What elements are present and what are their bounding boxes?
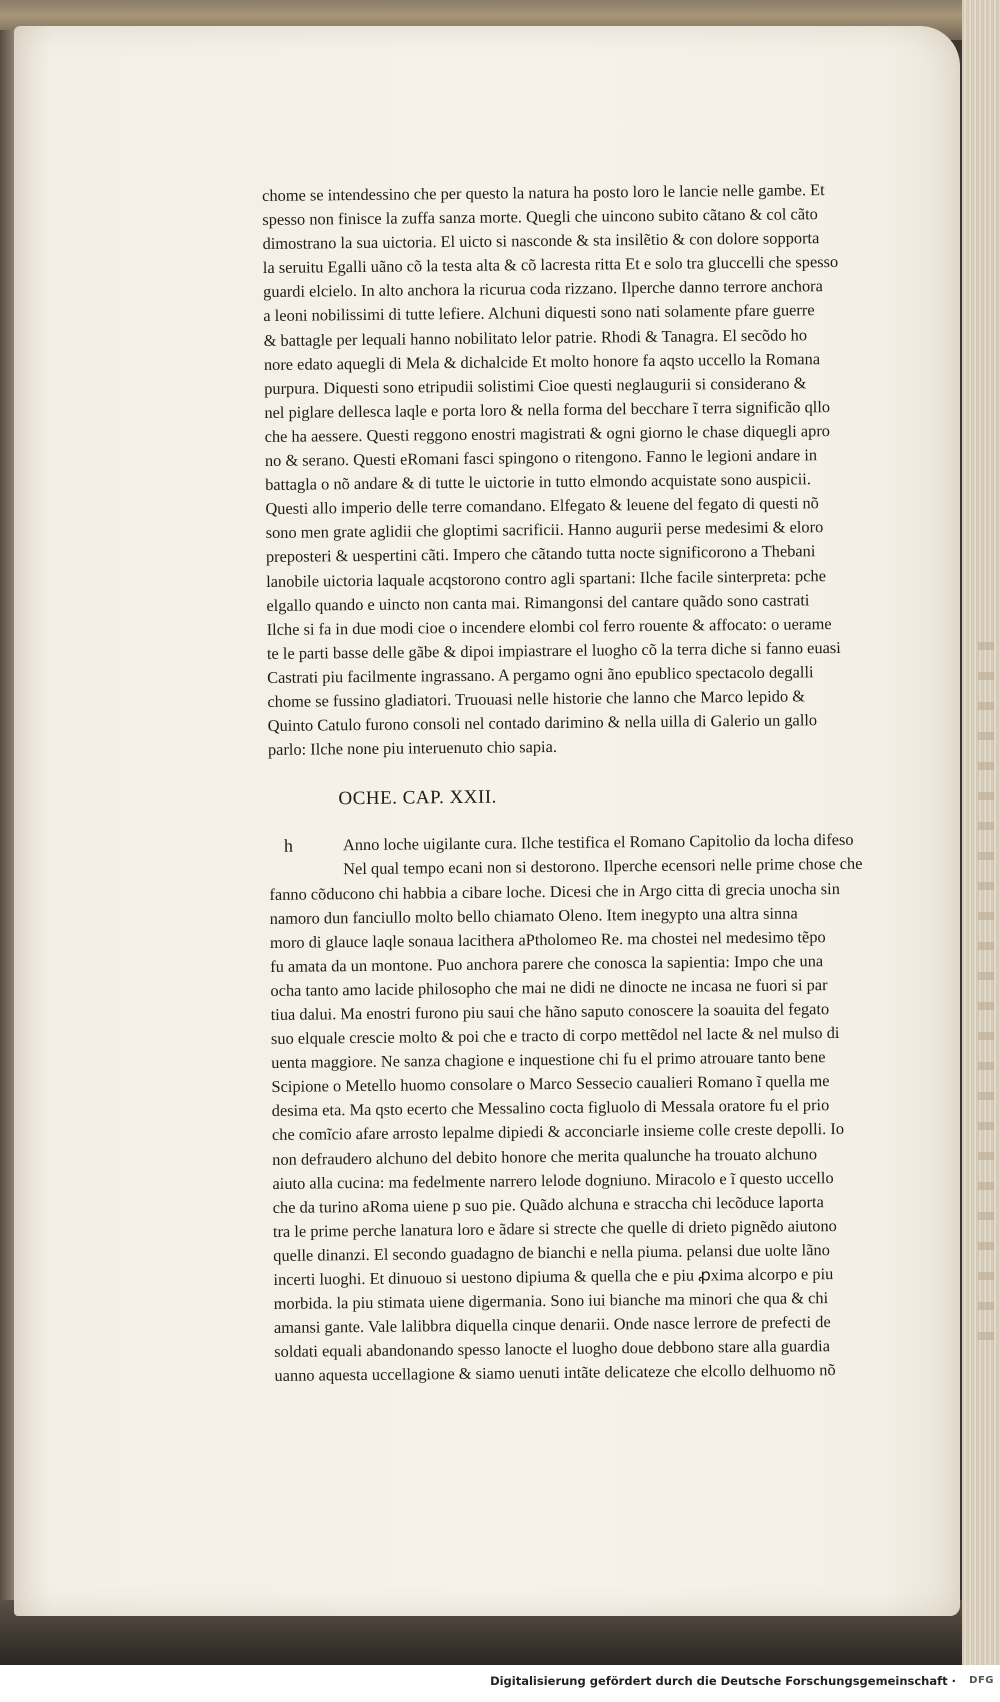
chapter-heading: OCHE. CAP. XXII. — [338, 786, 497, 810]
text-line: Scipione o Metello huomo consolare o Marco Sessecio caualieri Romano ĩ quella me — [271, 1071, 830, 1097]
text-line: dimostrano la sua uictoria. El uicto si nasconde & sta insilẽtio & con dolore sopporta — [262, 228, 820, 254]
text-line: chome se intendessino che per questo la natura ha posto loro le lancie nelle gambe. Et — [262, 180, 825, 205]
text-line: purpura. Diquesti sono etripudii solistimi Cioe questi neglaugurii si considerano & — [264, 373, 807, 398]
text-line: tra le prime perche lanatura loro e ãdare si strecte che quelle di drieto pignẽdo aiutono — [272, 1215, 837, 1241]
text-line: uenta maggiore. Ne sanza chagione e inquestione chi fu el primo atrouare tanto bene — [271, 1047, 826, 1073]
paragraph-2-second-line: Nel qual tempo ecani non si destorono. Ilperche ecensori nelle prime chose che — [343, 854, 863, 879]
text-line: Questi allo imperio delle terre comandano. Elfegato & leuene del fegato di questi nõ — [265, 493, 819, 519]
text-line: che ha aessere. Questi reggono enostri magistrati & ogni giorno le chase diquegli apro — [264, 421, 831, 446]
text-line: ocha tanto amo lacide philosopho che mai ne didi ne dinocte ne incasa ne fuori si par — [270, 975, 828, 1000]
text-line: Ilche si fa in due modi cioe o incendere elombi col ferro rouente & affocato: o uerame — [266, 613, 832, 639]
text-line: fanno cõducono chi habbia a cibare loche. Dicesi che in Argo citta di grecia unocha sin — [269, 878, 840, 904]
dfg-logo: DFG — [969, 1675, 994, 1686]
text-line: morbida. la piu stimata uiene digermania. Sono iui bianche ma minori che qua & chi — [273, 1288, 829, 1314]
text-line: suo elquale crescie molto & poi che e tracto di corpo mettẽdol nel lacte & nel mulso di — [270, 1023, 840, 1049]
text-line: no & serano. Questi eRomani fasci spingono o ritengono. Fanno le legioni andare in — [264, 445, 818, 471]
text-line: che comĩcio afare arrosto lepalme dipiedi & acconciarle insieme colle creste depolli. Io — [271, 1119, 845, 1145]
text-line: che da turino aRoma uiene p suo pie. Quãdo alchuna e stracchа chi lecõduce laporta — [272, 1191, 824, 1217]
text-line: moro di glauce laqle sonaua lacithera aPtholomeo Re. ma chostei nel medesimo tẽpo — [269, 926, 826, 952]
text-line: uanno aquesta uccellagione & siamo uenuti intãte delicateze che elcollo delhuomo nõ — [274, 1360, 836, 1386]
paragraph-2 — [269, 876, 894, 1388]
text-line: incerti luoghi. Et dinuouo si uestono dipiuma & quella che e piu ꝓxima alcorpo e piu — [273, 1264, 834, 1289]
paragraph-2-first-line-text: Anno loche uigilante cura. Ilche testifica el Romano Capitolio da locha difeso — [342, 830, 854, 855]
text-line: spesso non finisce la zuffa sanza morte. Quegli che uincono subito cãtano & col cãto — [262, 204, 818, 230]
text-line: desima eta. Ma qsto ecerto che Messalino cocta figluolo di Messala oratore fu el prio — [271, 1095, 830, 1121]
page-fore-edge — [962, 0, 1000, 1665]
text-line: nel piglare dellesca laqle e porta loro & nella forma del becchare ĩ terra significão qllo — [264, 396, 831, 422]
fore-edge-marks — [978, 620, 994, 1340]
text-line: fu amata da un montone. Puo anchora parere che conosca la sapientia: Impo che una — [270, 950, 824, 976]
footer-bar — [0, 1665, 1000, 1702]
text-line: quelle dinanzi. El secondo guadagno de bianchi e nella piuma. pelansi due uolte lãno — [273, 1240, 830, 1265]
text-line: elgallo quando e uincto non canta mai. Rimangonsi del cantare quãdo sono castrati — [266, 589, 810, 615]
text-line: battagla o nõ andare & di tutte le uictorie in tutto elmondo acquistate sono auspicii. — [265, 469, 811, 495]
text-line: la seruitu Egalli uãno cõ la testa alta & cõ lacresta ritta Et e solo tra gluccelli che spesso — [262, 252, 839, 278]
text-line: Castrati piu facilmente ingrassano. A pergamo ogni ãno epublico spectacolo degalli — [267, 662, 814, 687]
text-line: guardi elcielo. In alto anchora la ricurua coda rizzano. Ilperche danno terrore anchora — [263, 276, 823, 302]
text-block — [262, 178, 895, 1389]
text-line: amansi gante. Vale lalibbra diquella cinque denarii. Onde nasce lerrore de prefecti de — [273, 1312, 831, 1338]
text-line: sono men grate aglidii che gloptimi sacrificii. Hanno augurii perse medesimi & eloro — [265, 517, 824, 543]
text-line: tiua dalui. Ma enostri furono piu saui che hãno saputo conoscere la soauita del fegato — [270, 999, 830, 1024]
text-line: lanobile uictoria laquale acqstorono contro agli spartani: Ilche facile sinterpreta: pche — [266, 565, 827, 591]
text-line: te le parti basse delle gãbe & dipoi impiastrare el luogho cõ la terra diche si fanno euasi — [266, 637, 841, 663]
text-line: Quinto Catulo furono consoli nel contado darimino & nella uilla di Galerio un gallo — [267, 710, 818, 736]
text-line: prepostеri & uespertini cãti. Impero che cãtando tutta nocte significorono a Thebani — [265, 541, 816, 567]
text-line: namoro dun fanciullo molto bello chiamato Oleno. Item inegypto una altra sinna — [269, 903, 798, 928]
footer-credit: Digitalisierung gefördert durch die Deutsche Forschungsgemeinschaft · — [490, 1674, 956, 1688]
text-line: nore edato aquegli di Mela & dichalcide Et molto honore fa aqsto uccello la Romana — [263, 348, 821, 374]
text-line: chome se fussino gladiatori. Truouasi nelle historie che lanno che Marco lepido & — [267, 686, 806, 711]
text-line: a leoni nobilissimi di tutte lefiere. Alchuni diquesti sono nati solamente pfare guerre — [263, 300, 815, 326]
text-line: aiuto alla cucina: ma fedelmente narrero lelode dogniuno. Miracolo e ĩ questo uccello — [272, 1167, 834, 1193]
text-line: non defraudero alchuno del debito honore che merita qualunche ha trouato alchuno — [272, 1143, 818, 1169]
paragraph-1 — [262, 178, 888, 763]
text-line: parlo: Ilche none piu interuenuto chio sapia. — [267, 737, 558, 760]
text-line: & battagle per lequali hanno nobilitato lelor patrie. Rhodi & Tanagra. El secõdo ho — [263, 324, 808, 350]
initial-letter: h — [283, 836, 294, 857]
text-line: soldati equali abandonando spesso lanocte el luogho doue debbono stare alla guardia — [274, 1336, 831, 1362]
